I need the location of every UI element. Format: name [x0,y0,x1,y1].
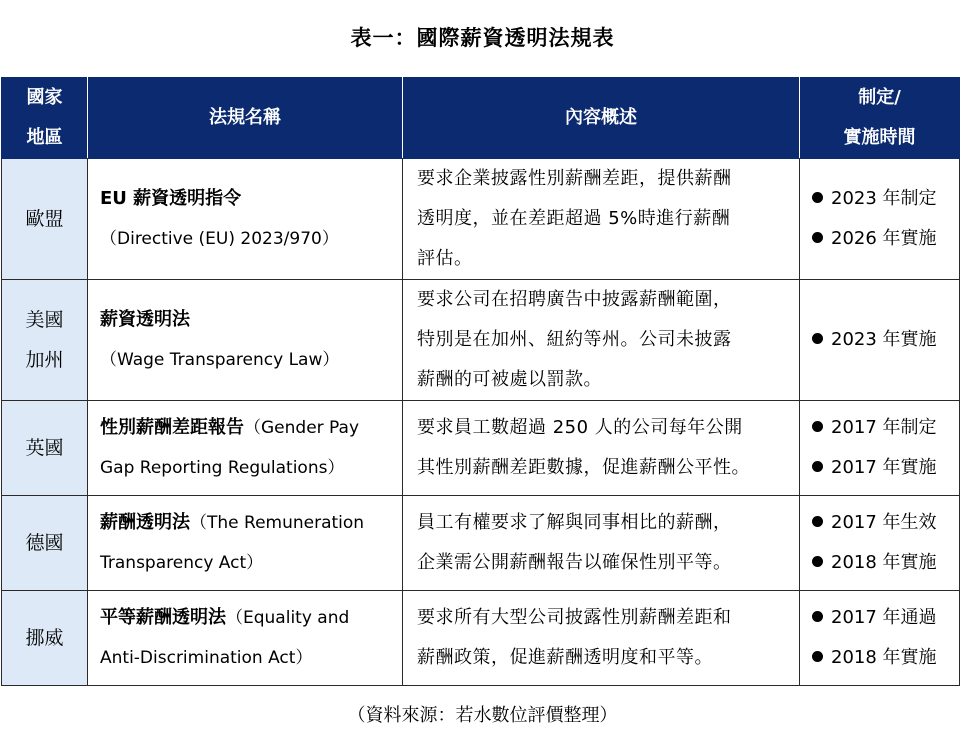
bullet-icon [812,192,823,203]
bullet-icon [812,232,823,243]
regulation-name-cell: 平等薪酬透明法（Equality and Anti-Discrimination Act） [88,591,403,686]
description-cell: 要求員工數超過 250 人的公司每年公開 其性別薪酬差距數據，促進薪酬公平性。 [403,401,800,496]
description-cell: 員工有權要求了解與同事相比的薪酬， 企業需公開薪酬報告以確保性別平等。 [403,496,800,591]
description-cell: 要求公司在招聘廣告中披露薪酬範圍， 特別是在加州、紐約等州。公司未披露 薪酬的可被處以罰款。 [403,280,800,401]
table-header-row [2,78,960,159]
regulation-name-cell: EU 薪資透明指令 （Directive (EU) 2023/970） [88,159,403,280]
time-cell: 2023 年實施 [800,280,960,401]
bullet-icon [812,556,823,567]
region-cell: 德國 [2,496,88,591]
header-name: 法規名稱 [88,78,403,159]
table-row [2,280,960,401]
page-title: 表一：國際薪資透明法規表 [350,26,615,50]
table-row [2,159,960,280]
header-desc: 內容概述 [403,78,800,159]
regulation-name-cell: 性別薪酬差距報告（Gender Pay Gap Reporting Regulations） [88,401,403,496]
bullet-icon [812,516,823,527]
description-cell: 要求所有大型公司披露性別薪酬差距和 薪酬政策，促進薪酬透明度和平等。 [403,591,800,686]
bullet-icon [812,461,823,472]
source-note: （資料來源：若水數位評價整理） [347,705,618,726]
bullet-icon [812,611,823,622]
time-cell: 2017 年制定 2017 年實施 [800,401,960,496]
bullet-icon [812,651,823,662]
regulation-name-cell: 薪資透明法 （Wage Transparency Law） [88,280,403,401]
region-cell: 美國 加州 [2,280,88,401]
time-cell: 2017 年生效 2018 年實施 [800,496,960,591]
table-row [2,591,960,686]
header-region: 國家 地區 [2,78,88,159]
time-cell: 2017 年通過 2018 年實施 [800,591,960,686]
bullet-icon [812,333,823,344]
description-cell: 要求企業披露性別薪酬差距，提供薪酬 透明度，並在差距超過 5%時進行薪酬 評估。 [403,159,800,280]
table-row [2,496,960,591]
time-cell: 2023 年制定 2026 年實施 [800,159,960,280]
regulation-table [1,77,960,686]
table-row [2,401,960,496]
region-cell: 歐盟 [2,159,88,280]
regulation-name-cell: 薪酬透明法（The Remuneration Transparency Act） [88,496,403,591]
region-cell: 挪威 [2,591,88,686]
region-cell: 英國 [2,401,88,496]
header-time: 制定/ 實施時間 [800,78,960,159]
bullet-icon [812,421,823,432]
